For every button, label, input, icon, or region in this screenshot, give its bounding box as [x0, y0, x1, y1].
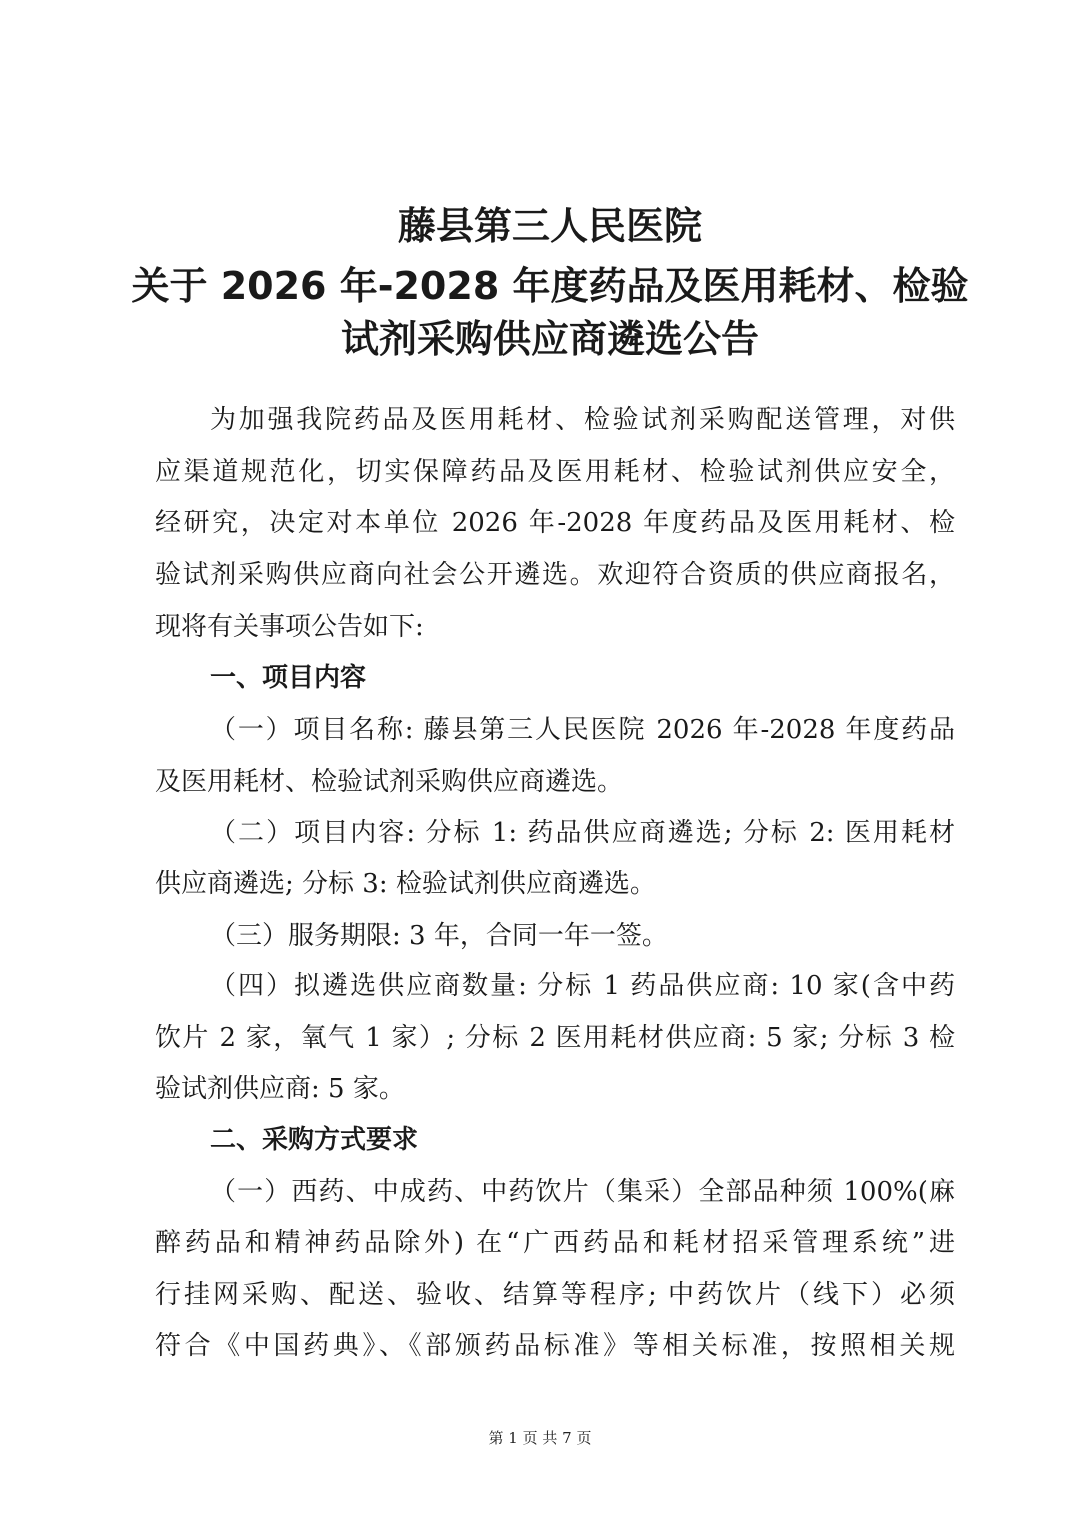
page-number-footer: 第 1 页 共 7 页 — [488, 1429, 592, 1447]
intro-line-2: 应渠道规范化，切实保障药品及医用耗材、检验试剂供应安全， — [155, 457, 955, 487]
s1-item4-line-1: （四）拟遴选供应商数量: 分标 1 药品供应商: 10 家(含中药 — [210, 971, 955, 1001]
intro-line-3: 经研究，决定对本单位 2026 年-2028 年度药品及医用耗材、检 — [155, 508, 955, 538]
s2-item1-line-1: （一）西药、中成药、中药饮片（集采）全部品种须 100%(麻 — [210, 1177, 955, 1207]
intro-line-5: 现将有关事项公告如下: — [155, 612, 424, 642]
intro-line-1: 为加强我院药品及医用耗材、检验试剂采购配送管理，对供 — [210, 405, 955, 435]
s1-item3-line-1: （三）服务期限: 3 年，合同一年一签。 — [210, 921, 668, 951]
s1-item1-line-2: 及医用耗材、检验试剂采购供应商遴选。 — [155, 767, 624, 797]
title-line-2: 关于 2026 年-2028 年度药品及医用耗材、检验 — [131, 264, 969, 308]
s1-item4-line-2: 饮片 2 家，氧气 1 家）; 分标 2 医用耗材供应商: 5 家; 分标 3 检 — [155, 1023, 955, 1053]
title-line-1: 藤县第三人民医院 — [397, 204, 702, 248]
title-line-3: 试剂采购供应商遴选公告 — [340, 317, 759, 361]
s2-item1-line-2: 醉药品和精神药品除外) 在“广西药品和耗材招采管理系统”进 — [155, 1228, 955, 1258]
section-1-heading: 一、项目内容 — [210, 663, 367, 693]
s1-item2-line-2: 供应商遴选; 分标 3: 检验试剂供应商遴选。 — [155, 869, 656, 899]
intro-line-4: 验试剂采购供应商向社会公开遴选。欢迎符合资质的供应商报名， — [155, 560, 955, 590]
section-2-heading: 二、采购方式要求 — [210, 1125, 419, 1155]
s1-item1-line-1: （一）项目名称: 藤县第三人民医院 2026 年-2028 年度药品 — [210, 715, 955, 745]
s2-item1-line-4: 符合《中国药典》、《部颁药品标准》等相关标准，按照相关规 — [155, 1331, 955, 1361]
s1-item4-line-3: 验试剂供应商: 5 家。 — [155, 1074, 405, 1104]
s2-item1-line-3: 行挂网采购、配送、验收、结算等程序; 中药饮片（线下）必须 — [155, 1280, 955, 1310]
s1-item2-line-1: （二）项目内容: 分标 1: 药品供应商遴选; 分标 2: 医用耗材 — [210, 818, 955, 848]
